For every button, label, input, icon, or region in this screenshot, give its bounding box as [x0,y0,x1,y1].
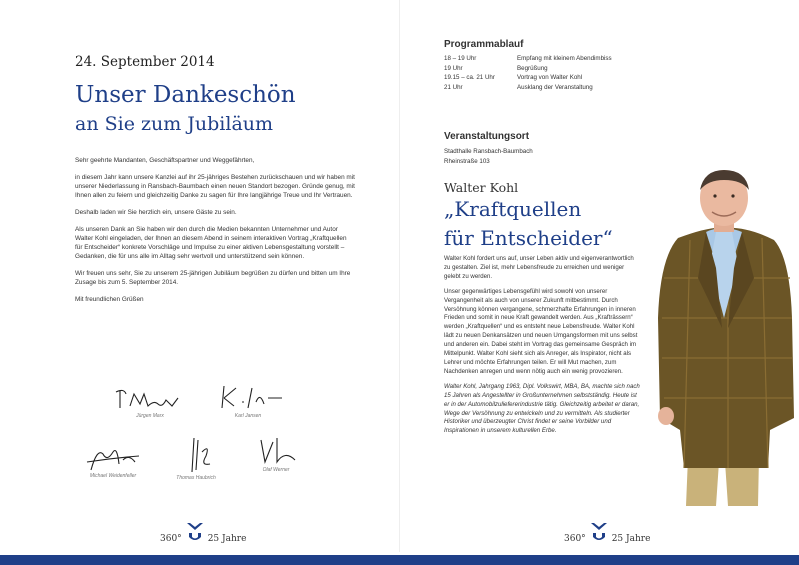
logo-mark-icon [590,522,608,544]
talk-title: „Kraftquellen [444,197,582,221]
program-item: Begrüßung [517,64,548,72]
program-heading: Programmablauf [444,39,524,50]
letter-paragraph: Wir freuen uns sehr, Sie zu unserem 25-jährigen Jubiläum begrüßen zu dürfen und bitten um Ihre Zusage bis zum 5. September 2014. [75,270,351,286]
signature-image [114,386,186,412]
letter-body [75,156,355,312]
page-subtitle: an Sie zum Jubiläum [75,113,274,135]
signature-name: Olaf Werner [262,467,290,473]
signature-image [83,444,143,472]
signature-block [110,386,190,419]
signature-image [174,436,218,474]
signature-name: Karl Jansen [234,413,262,419]
logo-years: 25 Jahre [611,534,651,544]
program-row [444,54,612,64]
signature-name: Michael Weidenfeller [89,473,137,479]
logo-years: 25 Jahre [207,534,247,544]
program-row [444,64,612,74]
anniversary-logo [160,522,246,544]
bio-paragraph: Walter Kohl fordert uns auf, unser Leben aktiv und eigenverantwortlich zu gestalten. Ziel ist, mehr Lebensfreude zu erreichen und weniger gelebt zu werden. [444,255,634,280]
bio-paragraph: Unser gegenwärtiges Lebensgefühl wird sowohl von unserer Vergangenheit als auch von unserer Zukunft mitbestimmt. Durch Versöhnung können vergangene, schmerzhafte Erfahrungen in inneren Frieden und somit in neue Kraft gewandelt werden. Aus „Krafträssern“ werden „Kraftquellen“ und es entsteht neue Lebensfreude. Walter Kohl lädt zu neuen Denkansätzen und neuen Umgangsformen mit uns selbst und anderen ein. Dabei steht im Vortrag das gemeinsame Gespräch im Mittelpunkt. Walter Kohl sieht sich als Anreger, als Inspirator, nicht als Lehrer und möchte Erfahrungen teilen. Er will Mut machen, zum Nachdenken anregen und wenn nötig auch ein wenig provozieren. [444,287,638,375]
venue-heading: Veranstaltungsort [444,131,530,142]
program-row [444,73,612,83]
signature-block [246,436,306,473]
speaker-photo [650,168,796,508]
venue-street: Rheinstraße 103 [444,157,490,165]
logo-degrees: 360° [160,534,182,544]
footer-bar [0,555,799,565]
logo-degrees: 360° [564,534,586,544]
signature-block [70,444,156,479]
program-time: 21 Uhr [444,83,463,91]
letter-paragraph: Als unseren Dank an Sie haben wir den durch die Medien bekannten Unternehmer und Autor Walter Kohl eingeladen, der Ihnen an diesem Abend in seinem interaktiven Vortrag „Kraftquellen für Entscheider“ konkrete Vorschläge und Impulse zu einer aktiven Lebensgestaltung vorstellt – Gedanken, die für uns alle im Alltag sehr wertvoll und unterstützend sein können. [75,226,347,260]
letter-closing: Mit freundlichen Grüßen [75,296,144,303]
bio-paragraph-italic: Walter Kohl, Jahrgang 1963, Dipl. Volkswirt, MBA, BA, machte sich nach 15 Jahren als Angestellter in Großunternehmen selbstständig. Heute ist er in der Automobilzuliefererindustrie tätig. Gleichzeitig arbeitet er daran, Wege der Versöhnung zu entwickeln und zu vermitteln. Als studierter Historiker und überzeugter Christ findet er seine Vorbilder und Inspirationen in unserem kulturellen Erbe. [444,382,640,435]
signature-name: Thomas Haubrich [176,475,216,481]
letter-paragraph: in diesem Jahr kann unsere Kanzlei auf ihr 25-jähriges Bestehen zurückschauen und wir haben mit unserer Niederlassung in Ransbach-Baumbach einen neuen Standort bezogen. Gründe genug, mit Ihnen allen zu feiern und gleichzeitig Danke zu sagen für Ihre langjährige Treue und Ihr Vertrauen. [75,174,355,199]
logo-mark-icon [186,522,204,544]
program-item: Empfang mit kleinem Abendimbiss [517,55,612,62]
talk-title-line2: für Entscheider“ [444,226,613,250]
speaker-name: Walter Kohl [444,180,519,195]
venue-name: Stadthalle Ransbach-Baumbach [444,148,533,155]
letter-paragraph: Deshalb laden wir Sie herzlich ein, unsere Gäste zu sein. [75,209,237,216]
signature-block [156,436,236,481]
speaker-bio [444,255,640,442]
program-time: 19.15 – ca. 21 Uhr [444,74,495,82]
page-title: Unser Dankeschön [75,82,296,108]
venue-address [444,147,533,166]
signature-name: Jürgen Marx [136,413,164,419]
signature-block [208,384,288,419]
program-row [444,83,612,93]
program-list [444,54,612,92]
program-item: Ausklang der Veranstaltung [517,83,593,91]
anniversary-logo [564,522,650,544]
right-page [400,0,799,565]
letter-salutation: Sehr geehrte Mandanten, Geschäftspartner und Weggefährten, [75,157,255,164]
program-time: 19 Uhr [444,64,463,72]
signature-image [212,384,284,412]
program-time: 18 – 19 Uhr [444,55,477,62]
letter-date: 24. September 2014 [75,54,215,70]
signature-image [251,436,301,466]
program-item: Vortrag von Walter Kohl [517,74,583,82]
